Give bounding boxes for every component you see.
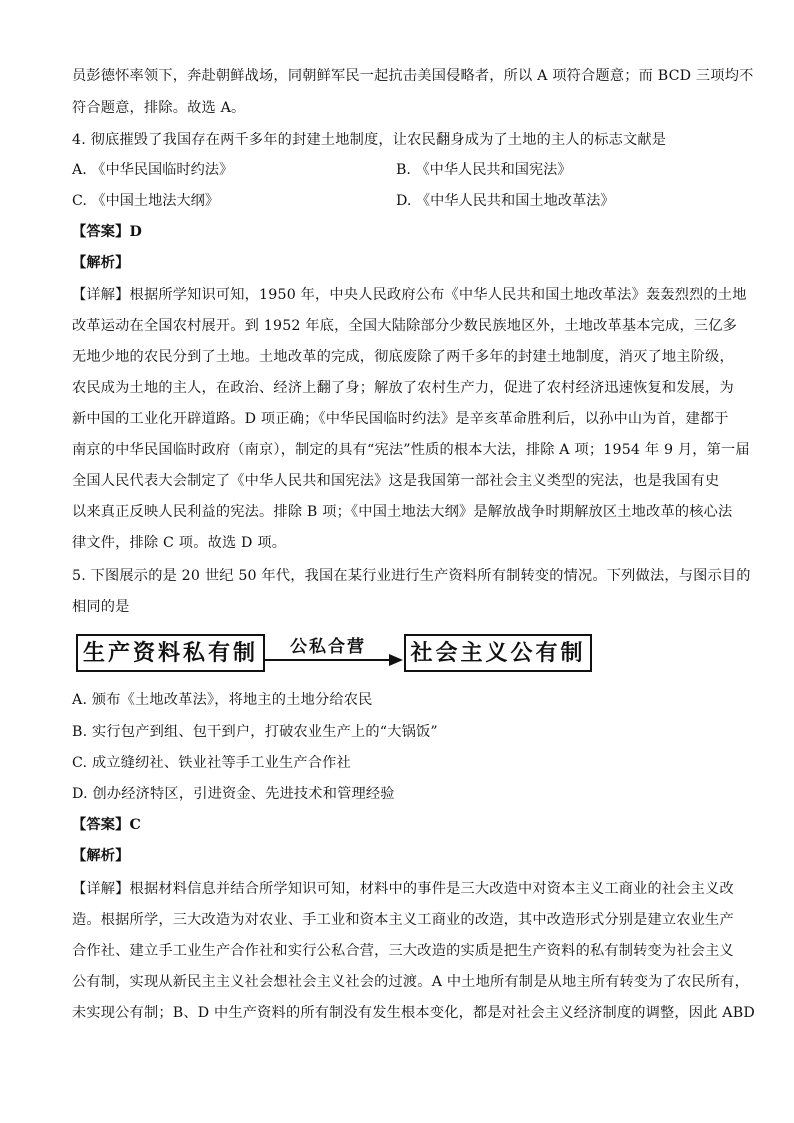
q4-detail-line: 改革运动在全国农村展开。到 1952 年底，全国大陆除部分少数民族地区外，土地改革基本完成，三亿多 — [72, 318, 737, 334]
q4-detail-line: 无地少地的农民分到了土地。土地改革的完成，彻底废除了两千多年的封建土地制度，消灭了地主阶级， — [72, 349, 734, 365]
q5-option-b: B. 实行包产到组、包干到户，打破农业生产上的“大锅饭” — [72, 724, 438, 740]
q4-detail-line: 律文件，排除 C 项。故选 D 项。 — [72, 535, 287, 551]
q4-detail-line: 南京的中华民国临时政府（南京），制定的具有“宪法”性质的根本大法，排除 A 项；1954 年 9 月，第一届 — [72, 442, 750, 458]
q5-option-d: D. 创办经济特区，引进资金、先进技术和管理经验 — [72, 786, 395, 802]
q4-option-d: D. 《中华人民共和国土地改革法》 — [396, 193, 615, 209]
q4-answer: 【答案】D — [72, 224, 143, 240]
q4-detail-line: 新中国的工业化开辟道路。D 项正确；《中华民国临时约法》是辛亥革命胜利后，以孙中山为首，建都于 — [72, 411, 729, 427]
q4-detail-line: 农民成为土地的主人，在政治、经济上翻了身；解放了农村生产力，促进了农村经济迅速恢复和发展，为 — [72, 380, 734, 396]
q5-detail-line: 未实现公有制；B、D 中生产资料的所有制没有发生根本变化，都是对社会主义经济制度的调整，因此 ABD — [72, 1005, 755, 1021]
q5-detail-line: 【详解】根据材料信息并结合所学知识可知，材料中的事件是三大改造中对资本主义工商业的社会主义改 — [72, 881, 734, 897]
q4-analysis-label: 【解析】 — [72, 255, 130, 271]
q4-option-a: A. 《中华民国临时约法》 — [72, 162, 234, 178]
public-ownership-box: 社会主义公有制 — [404, 634, 592, 672]
question-4-stem: 4. 彻底摧毁了我国存在两千多年的封建土地制度，让农民翻身成为了土地的主人的标志文献是 — [72, 132, 667, 148]
private-ownership-box: 生产资料私有制 — [76, 634, 265, 672]
q5-detail-line: 造。根据所学，三大改造为对农业、手工业和资本主义工商业的改造，其中改造形式分别是建立农业生产 — [72, 912, 734, 928]
q5-option-c: C. 成立缝纫社、铁业社等手工业生产合作社 — [72, 755, 351, 771]
q4-option-b: B. 《中华人民共和国宪法》 — [396, 162, 572, 178]
arrow-label: 公私合营 — [290, 637, 366, 657]
ownership-diagram — [76, 634, 592, 676]
q4-option-c: C. 《中国土地法大纲》 — [72, 193, 220, 209]
q4-detail-line: 【详解】根据所学知识可知，1950 年，中央人民政府公布《中华人民共和国土地改革法》轰轰烈烈的土地 — [72, 287, 747, 303]
q5-detail-line: 合作社、建立手工业生产合作社和实行公私合营，三大改造的实质是把生产资料的私有制转变为社会主义 — [72, 943, 734, 959]
text-line: 符合题意，排除。故选 A。 — [72, 100, 246, 116]
question-5-stem: 相同的是 — [72, 599, 130, 615]
q5-detail-line: 公有制，实现从新民主主义社会想社会主义社会的过渡。A 中土地所有制是从地主所有转变为了农民所有， — [72, 974, 749, 990]
text-line: 员彭德怀率领下，奔赴朝鲜战场，同朝鲜军民一起抗击美国侵略者，所以 A 项符合题意；而 BCD 三项均不 — [72, 68, 754, 84]
q4-detail-line: 全国人民代表大会制定了《中华人民共和国宪法》这是我国第一部社会主义类型的宪法，也是我国有史 — [72, 473, 720, 489]
arrow-icon — [265, 634, 405, 674]
q5-answer: 【答案】C — [72, 817, 142, 833]
question-5-stem: 5. 下图展示的是 20 世纪 50 年代，我国在某行业进行生产资料所有制转变的情况。下列做法，与图示目的 — [72, 568, 751, 584]
q5-option-a: A. 颁布《土地改革法》，将地主的土地分给农民 — [72, 692, 373, 708]
q5-analysis-label: 【解析】 — [72, 848, 130, 864]
q4-detail-line: 以来真正反映人民利益的宪法。排除 B 项；《中国土地法大纲》是解放战争时期解放区土地改革的核心法 — [72, 504, 733, 520]
